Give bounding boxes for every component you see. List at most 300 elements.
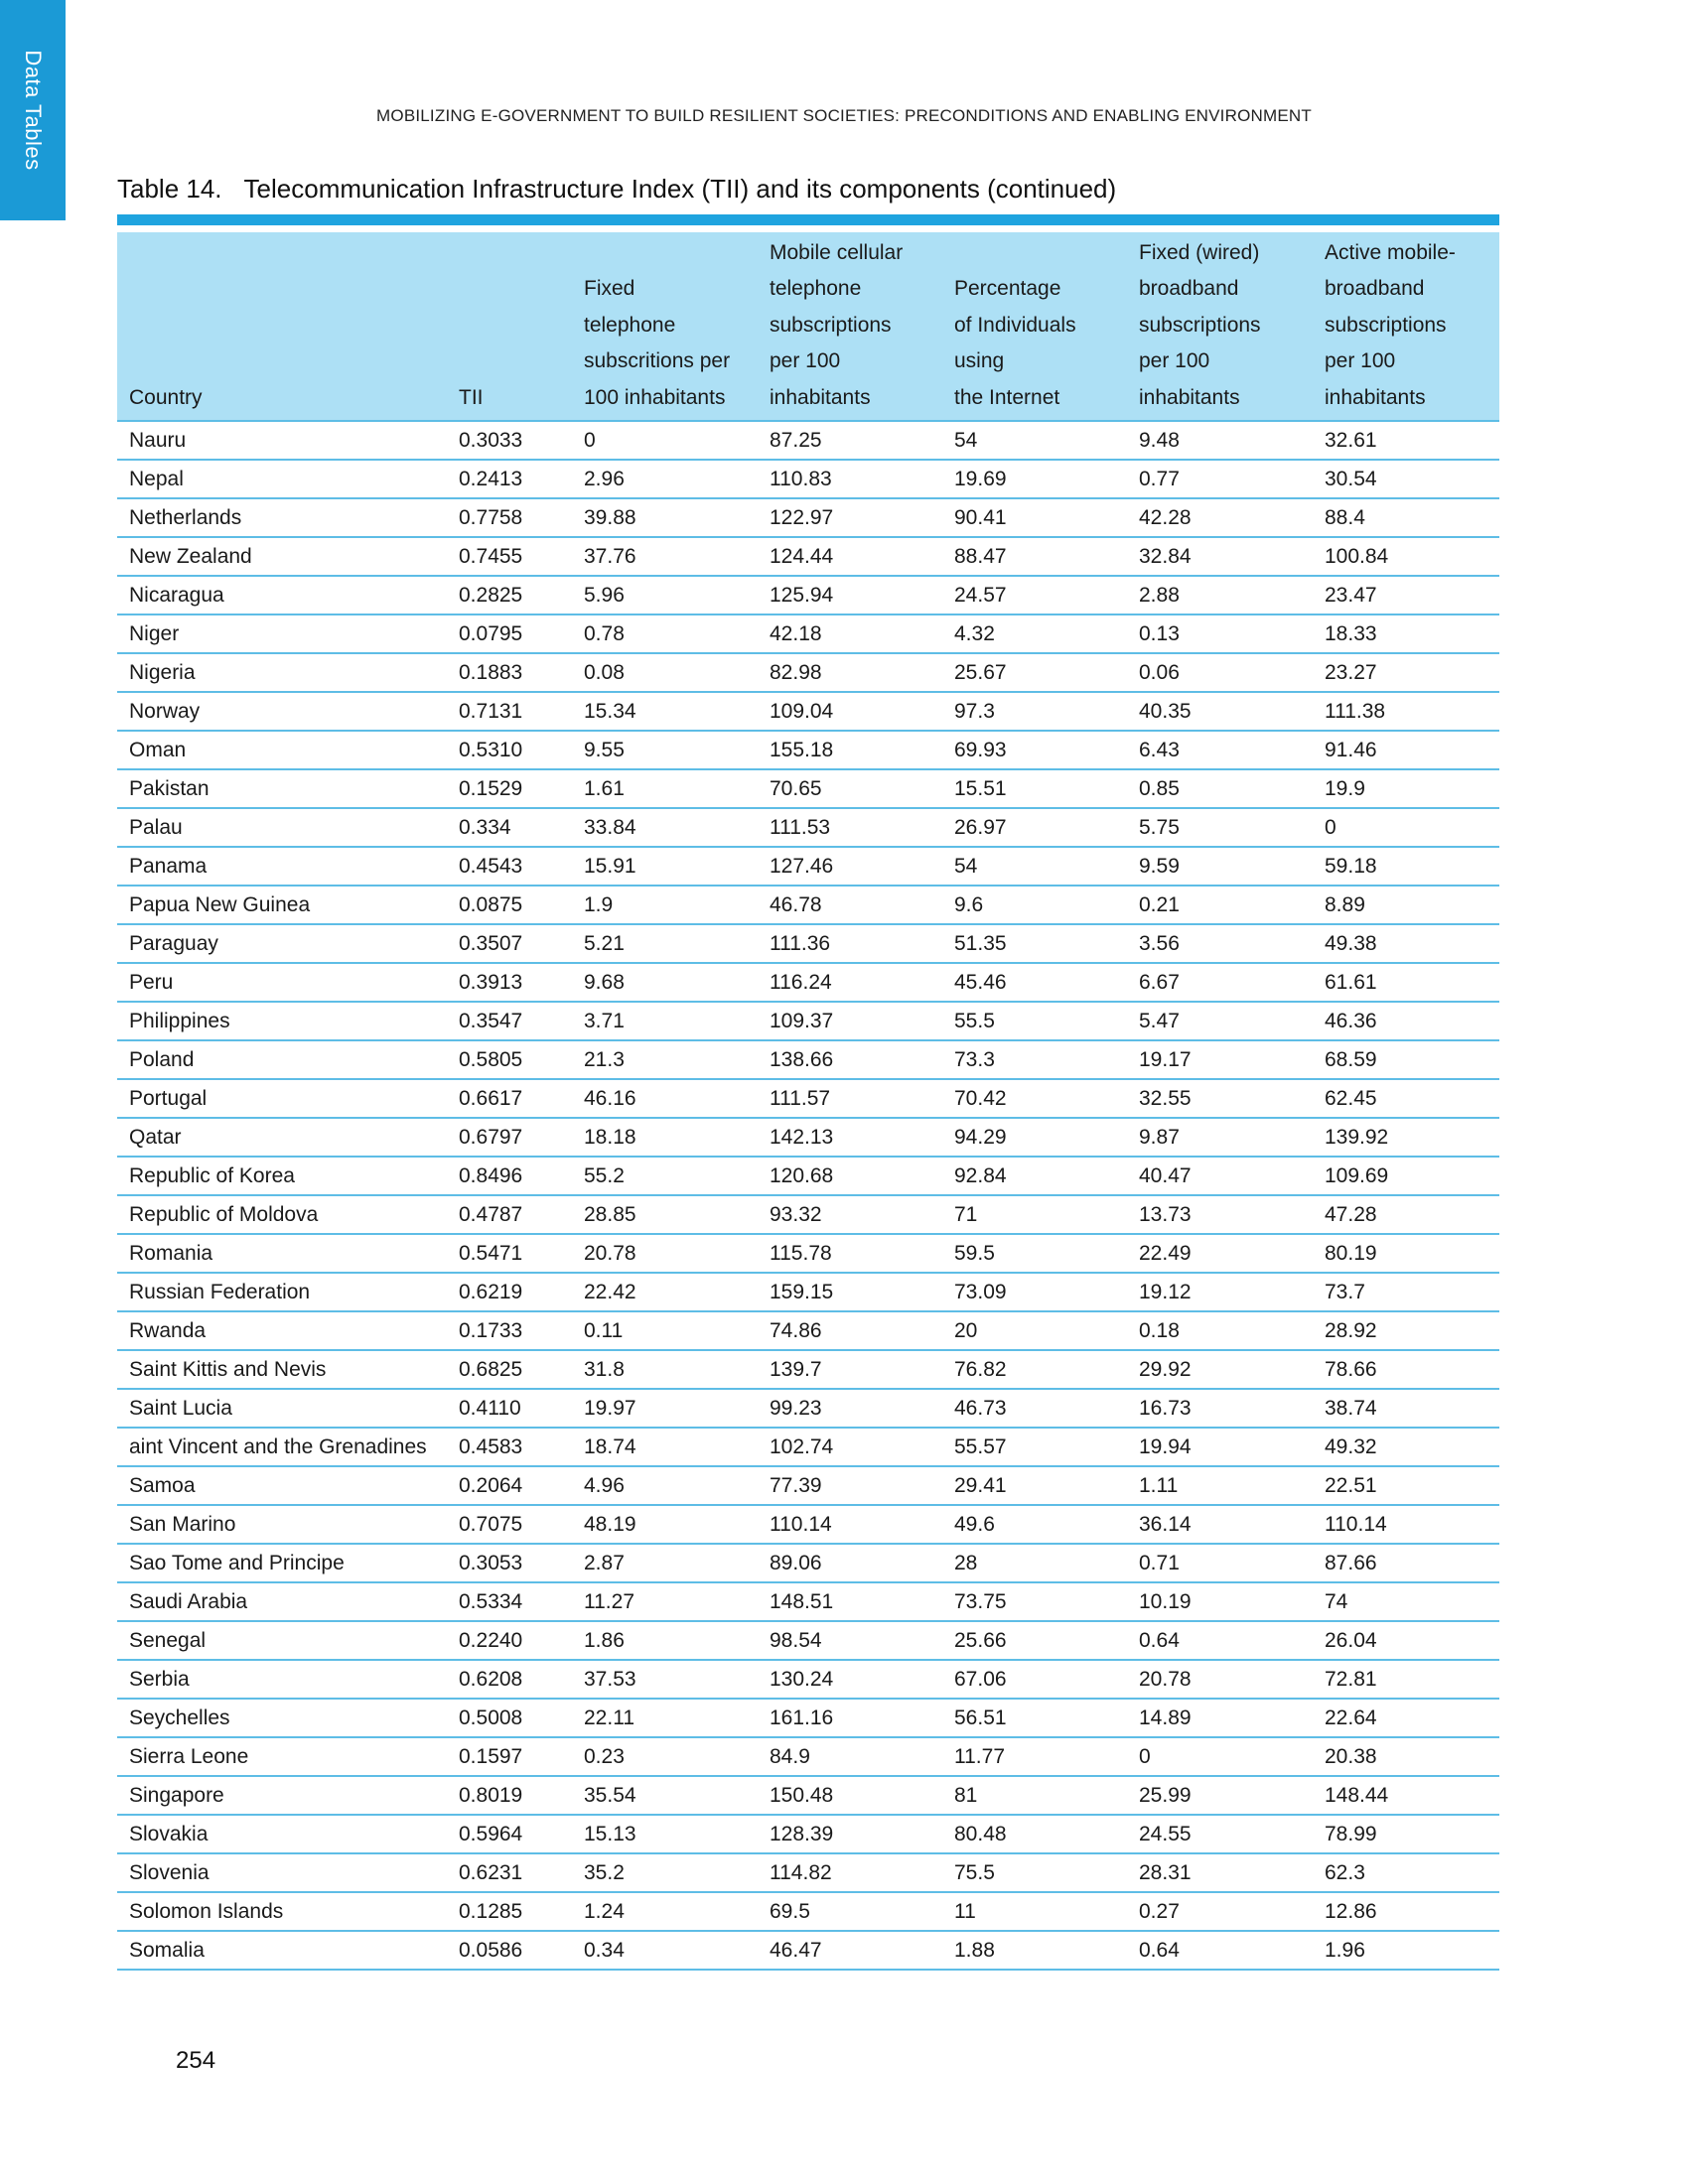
country-name: aint Vincent and the Grenadines bbox=[129, 1434, 427, 1458]
country-cell bbox=[117, 1157, 447, 1195]
mobile-broadband-cell: 78.99 bbox=[1313, 1815, 1499, 1853]
fixed-broadband-cell: 0.77 bbox=[1127, 460, 1313, 498]
table-row bbox=[117, 653, 1499, 692]
mobile-broadband-cell: 148.44 bbox=[1313, 1776, 1499, 1815]
tii-cell: 0.7131 bbox=[447, 692, 572, 731]
tii-cell: 0.1597 bbox=[447, 1737, 572, 1776]
mobile-cellular-cell: 155.18 bbox=[758, 731, 942, 769]
fixed-telephone-cell: 21.3 bbox=[572, 1040, 758, 1079]
country-cell bbox=[117, 421, 447, 460]
country-name: Saint Kittis and Nevis bbox=[129, 1357, 327, 1381]
fixed-telephone-cell: 22.11 bbox=[572, 1699, 758, 1737]
table-row bbox=[117, 1234, 1499, 1273]
fixed-broadband-cell: 0.27 bbox=[1127, 1892, 1313, 1931]
internet-users-cell: 11.77 bbox=[942, 1737, 1127, 1776]
country-cell bbox=[117, 1815, 447, 1853]
internet-users-cell: 45.46 bbox=[942, 963, 1127, 1002]
fixed-telephone-cell: 2.96 bbox=[572, 460, 758, 498]
mobile-broadband-cell: 100.84 bbox=[1313, 537, 1499, 576]
fixed-telephone-cell: 5.96 bbox=[572, 576, 758, 614]
country-cell bbox=[117, 1660, 447, 1699]
country-cell bbox=[117, 1079, 447, 1118]
fixed-telephone-cell: 0.11 bbox=[572, 1311, 758, 1350]
table-row bbox=[117, 731, 1499, 769]
mobile-broadband-cell: 47.28 bbox=[1313, 1195, 1499, 1234]
mobile-broadband-cell: 72.81 bbox=[1313, 1660, 1499, 1699]
tii-cell: 0.8019 bbox=[447, 1776, 572, 1815]
internet-users-cell: 26.97 bbox=[942, 808, 1127, 847]
fixed-broadband-cell: 13.73 bbox=[1127, 1195, 1313, 1234]
table-title-text: Telecommunication Infrastructure Index (TII) and its components (continued) bbox=[243, 174, 1117, 204]
country-name: Seychelles bbox=[129, 1706, 230, 1729]
fixed-broadband-cell: 14.89 bbox=[1127, 1699, 1313, 1737]
country-cell bbox=[117, 576, 447, 614]
country-cell bbox=[117, 1853, 447, 1892]
tii-cell: 0.4110 bbox=[447, 1389, 572, 1428]
mobile-cellular-cell: 127.46 bbox=[758, 847, 942, 886]
tii-cell: 0.2413 bbox=[447, 460, 572, 498]
fixed-telephone-cell: 0.08 bbox=[572, 653, 758, 692]
tii-cell: 0.6797 bbox=[447, 1118, 572, 1157]
table-row bbox=[117, 1466, 1499, 1505]
fixed-telephone-cell: 46.16 bbox=[572, 1079, 758, 1118]
country-name: Portugal bbox=[129, 1086, 208, 1110]
mobile-broadband-cell: 73.7 bbox=[1313, 1273, 1499, 1311]
fixed-broadband-cell: 42.28 bbox=[1127, 498, 1313, 537]
country-cell bbox=[117, 460, 447, 498]
mobile-broadband-cell: 26.04 bbox=[1313, 1621, 1499, 1660]
fixed-telephone-cell: 37.53 bbox=[572, 1660, 758, 1699]
fixed-broadband-cell: 29.92 bbox=[1127, 1350, 1313, 1389]
mobile-broadband-cell: 62.3 bbox=[1313, 1853, 1499, 1892]
table-row bbox=[117, 1582, 1499, 1621]
fixed-telephone-cell: 22.42 bbox=[572, 1273, 758, 1311]
country-cell bbox=[117, 1505, 447, 1544]
fixed-broadband-cell: 1.11 bbox=[1127, 1466, 1313, 1505]
internet-users-cell: 70.42 bbox=[942, 1079, 1127, 1118]
tii-cell: 0.2064 bbox=[447, 1466, 572, 1505]
mobile-cellular-cell: 128.39 bbox=[758, 1815, 942, 1853]
country-cell bbox=[117, 692, 447, 731]
country-cell bbox=[117, 653, 447, 692]
fixed-broadband-cell: 0.85 bbox=[1127, 769, 1313, 808]
country-cell bbox=[117, 1544, 447, 1582]
fixed-telephone-cell: 11.27 bbox=[572, 1582, 758, 1621]
mobile-cellular-cell: 109.37 bbox=[758, 1002, 942, 1040]
table-row bbox=[117, 692, 1499, 731]
table-row bbox=[117, 1776, 1499, 1815]
internet-users-cell: 19.69 bbox=[942, 460, 1127, 498]
fixed-telephone-cell: 37.76 bbox=[572, 537, 758, 576]
mobile-cellular-cell: 116.24 bbox=[758, 963, 942, 1002]
mobile-broadband-cell: 111.38 bbox=[1313, 692, 1499, 731]
table-row bbox=[117, 1389, 1499, 1428]
internet-users-cell: 92.84 bbox=[942, 1157, 1127, 1195]
mobile-broadband-cell: 38.74 bbox=[1313, 1389, 1499, 1428]
mobile-cellular-cell: 142.13 bbox=[758, 1118, 942, 1157]
tii-cell: 0.5964 bbox=[447, 1815, 572, 1853]
tii-cell: 0.4787 bbox=[447, 1195, 572, 1234]
fixed-telephone-cell: 48.19 bbox=[572, 1505, 758, 1544]
fixed-broadband-cell: 2.88 bbox=[1127, 576, 1313, 614]
table-row bbox=[117, 1428, 1499, 1466]
column-header-internet-users: Percentage of Individuals using the Internet bbox=[942, 232, 1127, 421]
tii-cell: 0.0875 bbox=[447, 886, 572, 924]
table-row bbox=[117, 1157, 1499, 1195]
fixed-broadband-cell: 0.64 bbox=[1127, 1621, 1313, 1660]
country-cell bbox=[117, 1273, 447, 1311]
country-name: Philippines bbox=[129, 1009, 230, 1032]
country-name: Slovakia bbox=[129, 1822, 209, 1845]
tii-cell: 0.2240 bbox=[447, 1621, 572, 1660]
internet-users-cell: 28 bbox=[942, 1544, 1127, 1582]
country-name: Saudi Arabia bbox=[129, 1589, 248, 1613]
mobile-cellular-cell: 115.78 bbox=[758, 1234, 942, 1273]
table-row bbox=[117, 1040, 1499, 1079]
country-name: New Zealand bbox=[129, 544, 252, 568]
tii-cell: 0.3547 bbox=[447, 1002, 572, 1040]
table-row bbox=[117, 537, 1499, 576]
country-name: Nicaragua bbox=[129, 583, 224, 607]
fixed-broadband-cell: 6.43 bbox=[1127, 731, 1313, 769]
mobile-broadband-cell: 61.61 bbox=[1313, 963, 1499, 1002]
internet-users-cell: 90.41 bbox=[942, 498, 1127, 537]
internet-users-cell: 54 bbox=[942, 847, 1127, 886]
fixed-telephone-cell: 15.34 bbox=[572, 692, 758, 731]
mobile-cellular-cell: 139.7 bbox=[758, 1350, 942, 1389]
fixed-telephone-cell: 4.96 bbox=[572, 1466, 758, 1505]
country-name: Rwanda bbox=[129, 1318, 207, 1342]
table-row bbox=[117, 1931, 1499, 1970]
fixed-broadband-cell: 19.17 bbox=[1127, 1040, 1313, 1079]
fixed-telephone-cell: 15.13 bbox=[572, 1815, 758, 1853]
country-name: Republic of Korea bbox=[129, 1163, 295, 1187]
table-row bbox=[117, 1699, 1499, 1737]
mobile-broadband-cell: 49.38 bbox=[1313, 924, 1499, 963]
fixed-telephone-cell: 31.8 bbox=[572, 1350, 758, 1389]
fixed-telephone-cell: 0.23 bbox=[572, 1737, 758, 1776]
mobile-broadband-cell: 88.4 bbox=[1313, 498, 1499, 537]
tii-cell: 0.6825 bbox=[447, 1350, 572, 1389]
country-cell bbox=[117, 537, 447, 576]
column-header-tii: TII bbox=[447, 232, 572, 421]
table-row bbox=[117, 1815, 1499, 1853]
country-name: Poland bbox=[129, 1047, 195, 1071]
fixed-broadband-cell: 0.64 bbox=[1127, 1931, 1313, 1970]
table-body bbox=[117, 421, 1499, 1970]
mobile-cellular-cell: 161.16 bbox=[758, 1699, 942, 1737]
fixed-telephone-cell: 18.74 bbox=[572, 1428, 758, 1466]
internet-users-cell: 25.66 bbox=[942, 1621, 1127, 1660]
fixed-broadband-cell: 20.78 bbox=[1127, 1660, 1313, 1699]
country-name: Nauru bbox=[129, 428, 187, 452]
mobile-broadband-cell: 18.33 bbox=[1313, 614, 1499, 653]
internet-users-cell: 67.06 bbox=[942, 1660, 1127, 1699]
mobile-broadband-cell: 139.92 bbox=[1313, 1118, 1499, 1157]
internet-users-cell: 20 bbox=[942, 1311, 1127, 1350]
mobile-broadband-cell: 32.61 bbox=[1313, 421, 1499, 460]
tii-cell: 0.0586 bbox=[447, 1931, 572, 1970]
internet-users-cell: 55.5 bbox=[942, 1002, 1127, 1040]
fixed-telephone-cell: 1.61 bbox=[572, 769, 758, 808]
mobile-broadband-cell: 62.45 bbox=[1313, 1079, 1499, 1118]
table-row bbox=[117, 1273, 1499, 1311]
tii-cell: 0.7758 bbox=[447, 498, 572, 537]
internet-users-cell: 51.35 bbox=[942, 924, 1127, 963]
country-cell bbox=[117, 1350, 447, 1389]
internet-users-cell: 24.57 bbox=[942, 576, 1127, 614]
country-cell bbox=[117, 924, 447, 963]
country-cell bbox=[117, 1931, 447, 1970]
country-name: Qatar bbox=[129, 1125, 182, 1149]
fixed-telephone-cell: 2.87 bbox=[572, 1544, 758, 1582]
fixed-telephone-cell: 19.97 bbox=[572, 1389, 758, 1428]
internet-users-cell: 55.57 bbox=[942, 1428, 1127, 1466]
country-name: Serbia bbox=[129, 1667, 190, 1691]
tii-cell: 0.1883 bbox=[447, 653, 572, 692]
mobile-cellular-cell: 70.65 bbox=[758, 769, 942, 808]
tii-cell: 0.5334 bbox=[447, 1582, 572, 1621]
table-row bbox=[117, 1311, 1499, 1350]
fixed-broadband-cell: 0.71 bbox=[1127, 1544, 1313, 1582]
mobile-broadband-cell: 68.59 bbox=[1313, 1040, 1499, 1079]
mobile-cellular-cell: 82.98 bbox=[758, 653, 942, 692]
mobile-cellular-cell: 110.14 bbox=[758, 1505, 942, 1544]
internet-users-cell: 56.51 bbox=[942, 1699, 1127, 1737]
column-header-fixed-broadband: Fixed (wired) broadband subscriptions per 100 inhabitants bbox=[1127, 232, 1313, 421]
fixed-broadband-cell: 0.06 bbox=[1127, 653, 1313, 692]
fixed-telephone-cell: 18.18 bbox=[572, 1118, 758, 1157]
country-cell bbox=[117, 1311, 447, 1350]
internet-users-cell: 73.09 bbox=[942, 1273, 1127, 1311]
mobile-broadband-cell: 91.46 bbox=[1313, 731, 1499, 769]
mobile-cellular-cell: 120.68 bbox=[758, 1157, 942, 1195]
column-header-fixed-telephone: Fixed telephone subscritions per 100 inhabitants bbox=[572, 232, 758, 421]
internet-users-cell: 94.29 bbox=[942, 1118, 1127, 1157]
fixed-broadband-cell: 24.55 bbox=[1127, 1815, 1313, 1853]
country-name: Pakistan bbox=[129, 776, 210, 800]
tii-cell: 0.6617 bbox=[447, 1079, 572, 1118]
table-row bbox=[117, 1118, 1499, 1157]
mobile-cellular-cell: 125.94 bbox=[758, 576, 942, 614]
country-name: Republic of Moldova bbox=[129, 1202, 319, 1226]
fixed-broadband-cell: 19.94 bbox=[1127, 1428, 1313, 1466]
fixed-broadband-cell: 10.19 bbox=[1127, 1582, 1313, 1621]
country-cell bbox=[117, 1466, 447, 1505]
column-header-mobile-broadband: Active mobile- broadband subscriptions per 100 inhabitants bbox=[1313, 232, 1499, 421]
table-title bbox=[117, 174, 1116, 205]
country-name: Palau bbox=[129, 815, 183, 839]
country-cell bbox=[117, 614, 447, 653]
tii-cell: 0.3033 bbox=[447, 421, 572, 460]
table-row bbox=[117, 1002, 1499, 1040]
fixed-broadband-cell: 32.55 bbox=[1127, 1079, 1313, 1118]
fixed-telephone-cell: 35.54 bbox=[572, 1776, 758, 1815]
country-name: Paraguay bbox=[129, 931, 218, 955]
tii-cell: 0.1529 bbox=[447, 769, 572, 808]
country-name: Somalia bbox=[129, 1938, 205, 1962]
tii-cell: 0.1733 bbox=[447, 1311, 572, 1350]
fixed-telephone-cell: 0.34 bbox=[572, 1931, 758, 1970]
tii-cell: 0.6208 bbox=[447, 1660, 572, 1699]
tii-cell: 0.6231 bbox=[447, 1853, 572, 1892]
fixed-telephone-cell: 0.78 bbox=[572, 614, 758, 653]
internet-users-cell: 15.51 bbox=[942, 769, 1127, 808]
mobile-cellular-cell: 87.25 bbox=[758, 421, 942, 460]
fixed-telephone-cell: 20.78 bbox=[572, 1234, 758, 1273]
table-number: Table 14. bbox=[117, 174, 222, 204]
fixed-broadband-cell: 40.35 bbox=[1127, 692, 1313, 731]
fixed-broadband-cell: 16.73 bbox=[1127, 1389, 1313, 1428]
country-cell bbox=[117, 886, 447, 924]
mobile-broadband-cell: 109.69 bbox=[1313, 1157, 1499, 1195]
mobile-broadband-cell: 49.32 bbox=[1313, 1428, 1499, 1466]
fixed-telephone-cell: 0 bbox=[572, 421, 758, 460]
mobile-broadband-cell: 23.47 bbox=[1313, 576, 1499, 614]
country-cell bbox=[117, 1699, 447, 1737]
internet-users-cell: 54 bbox=[942, 421, 1127, 460]
mobile-cellular-cell: 148.51 bbox=[758, 1582, 942, 1621]
internet-users-cell: 46.73 bbox=[942, 1389, 1127, 1428]
mobile-cellular-cell: 130.24 bbox=[758, 1660, 942, 1699]
country-cell bbox=[117, 1040, 447, 1079]
table-row bbox=[117, 886, 1499, 924]
country-name: Nepal bbox=[129, 467, 184, 490]
country-cell bbox=[117, 1582, 447, 1621]
mobile-cellular-cell: 102.74 bbox=[758, 1428, 942, 1466]
mobile-cellular-cell: 110.83 bbox=[758, 460, 942, 498]
tii-cell: 0.3507 bbox=[447, 924, 572, 963]
mobile-broadband-cell: 20.38 bbox=[1313, 1737, 1499, 1776]
mobile-broadband-cell: 74 bbox=[1313, 1582, 1499, 1621]
tii-cell: 0.5008 bbox=[447, 1699, 572, 1737]
running-header: MOBILIZING E-GOVERNMENT TO BUILD RESILIENT SOCIETIES: PRECONDITIONS AND ENABLING ENVIRONMENT bbox=[376, 106, 1312, 125]
table-row bbox=[117, 1853, 1499, 1892]
mobile-broadband-cell: 19.9 bbox=[1313, 769, 1499, 808]
mobile-cellular-cell: 159.15 bbox=[758, 1273, 942, 1311]
country-cell bbox=[117, 731, 447, 769]
fixed-broadband-cell: 5.75 bbox=[1127, 808, 1313, 847]
mobile-broadband-cell: 46.36 bbox=[1313, 1002, 1499, 1040]
tii-cell: 0.7075 bbox=[447, 1505, 572, 1544]
mobile-cellular-cell: 74.86 bbox=[758, 1311, 942, 1350]
fixed-broadband-cell: 28.31 bbox=[1127, 1853, 1313, 1892]
country-cell bbox=[117, 847, 447, 886]
table-row bbox=[117, 1737, 1499, 1776]
internet-users-cell: 11 bbox=[942, 1892, 1127, 1931]
internet-users-cell: 1.88 bbox=[942, 1931, 1127, 1970]
mobile-cellular-cell: 150.48 bbox=[758, 1776, 942, 1815]
fixed-broadband-cell: 0 bbox=[1127, 1737, 1313, 1776]
tii-cell: 0.5310 bbox=[447, 731, 572, 769]
mobile-cellular-cell: 138.66 bbox=[758, 1040, 942, 1079]
tii-cell: 0.3053 bbox=[447, 1544, 572, 1582]
mobile-broadband-cell: 8.89 bbox=[1313, 886, 1499, 924]
fixed-telephone-cell: 9.55 bbox=[572, 731, 758, 769]
tii-cell: 0.4543 bbox=[447, 847, 572, 886]
country-name: Netherlands bbox=[129, 505, 242, 529]
table-header-row bbox=[117, 232, 1499, 421]
fixed-broadband-cell: 19.12 bbox=[1127, 1273, 1313, 1311]
mobile-broadband-cell: 87.66 bbox=[1313, 1544, 1499, 1582]
fixed-broadband-cell: 25.99 bbox=[1127, 1776, 1313, 1815]
table-row bbox=[117, 1544, 1499, 1582]
country-cell bbox=[117, 498, 447, 537]
country-name: Saint Lucia bbox=[129, 1396, 232, 1420]
fixed-telephone-cell: 55.2 bbox=[572, 1157, 758, 1195]
country-cell bbox=[117, 769, 447, 808]
tii-cell: 0.4583 bbox=[447, 1428, 572, 1466]
fixed-broadband-cell: 5.47 bbox=[1127, 1002, 1313, 1040]
fixed-telephone-cell: 9.68 bbox=[572, 963, 758, 1002]
mobile-cellular-cell: 77.39 bbox=[758, 1466, 942, 1505]
country-cell bbox=[117, 1428, 447, 1466]
country-name: Samoa bbox=[129, 1473, 196, 1497]
mobile-cellular-cell: 42.18 bbox=[758, 614, 942, 653]
table-row bbox=[117, 498, 1499, 537]
column-header-country: Country bbox=[117, 232, 447, 421]
table-row bbox=[117, 769, 1499, 808]
country-cell bbox=[117, 1234, 447, 1273]
mobile-cellular-cell: 124.44 bbox=[758, 537, 942, 576]
fixed-broadband-cell: 0.13 bbox=[1127, 614, 1313, 653]
mobile-cellular-cell: 46.47 bbox=[758, 1931, 942, 1970]
country-cell bbox=[117, 1118, 447, 1157]
internet-users-cell: 29.41 bbox=[942, 1466, 1127, 1505]
country-cell bbox=[117, 963, 447, 1002]
country-name: Papua New Guinea bbox=[129, 892, 311, 916]
mobile-cellular-cell: 111.57 bbox=[758, 1079, 942, 1118]
fixed-telephone-cell: 39.88 bbox=[572, 498, 758, 537]
fixed-telephone-cell: 28.85 bbox=[572, 1195, 758, 1234]
fixed-telephone-cell: 5.21 bbox=[572, 924, 758, 963]
mobile-cellular-cell: 84.9 bbox=[758, 1737, 942, 1776]
fixed-broadband-cell: 9.48 bbox=[1127, 421, 1313, 460]
mobile-broadband-cell: 28.92 bbox=[1313, 1311, 1499, 1350]
country-cell bbox=[117, 1195, 447, 1234]
country-cell bbox=[117, 1892, 447, 1931]
table-row bbox=[117, 924, 1499, 963]
country-name: Nigeria bbox=[129, 660, 196, 684]
mobile-broadband-cell: 110.14 bbox=[1313, 1505, 1499, 1544]
mobile-broadband-cell: 80.19 bbox=[1313, 1234, 1499, 1273]
table-row bbox=[117, 576, 1499, 614]
tii-cell: 0.1285 bbox=[447, 1892, 572, 1931]
table-row bbox=[117, 1195, 1499, 1234]
mobile-broadband-cell: 1.96 bbox=[1313, 1931, 1499, 1970]
table-row bbox=[117, 421, 1499, 460]
section-side-tab-label: Data Tables bbox=[21, 50, 46, 171]
country-cell bbox=[117, 1621, 447, 1660]
fixed-broadband-cell: 40.47 bbox=[1127, 1157, 1313, 1195]
fixed-telephone-cell: 1.9 bbox=[572, 886, 758, 924]
fixed-telephone-cell: 1.86 bbox=[572, 1621, 758, 1660]
fixed-telephone-cell: 3.71 bbox=[572, 1002, 758, 1040]
country-cell bbox=[117, 808, 447, 847]
table-row bbox=[117, 963, 1499, 1002]
country-name: Singapore bbox=[129, 1783, 224, 1807]
country-name: Panama bbox=[129, 854, 208, 878]
internet-users-cell: 88.47 bbox=[942, 537, 1127, 576]
tii-cell: 0.3913 bbox=[447, 963, 572, 1002]
country-cell bbox=[117, 1737, 447, 1776]
table-row bbox=[117, 460, 1499, 498]
mobile-cellular-cell: 111.36 bbox=[758, 924, 942, 963]
internet-users-cell: 25.67 bbox=[942, 653, 1127, 692]
internet-users-cell: 59.5 bbox=[942, 1234, 1127, 1273]
mobile-cellular-cell: 93.32 bbox=[758, 1195, 942, 1234]
fixed-broadband-cell: 0.18 bbox=[1127, 1311, 1313, 1350]
